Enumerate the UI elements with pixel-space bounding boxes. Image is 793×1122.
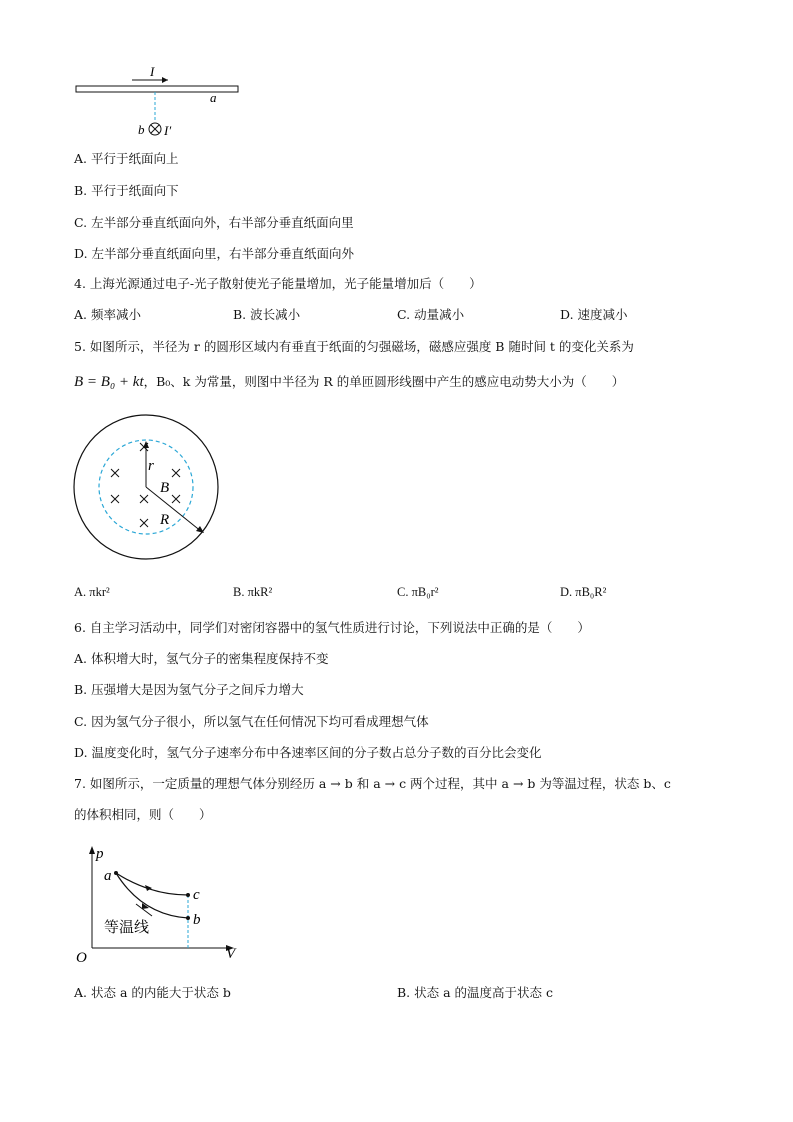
wire-figure xyxy=(70,62,250,142)
label-b: b xyxy=(138,122,145,137)
current-label-i: I xyxy=(150,64,155,79)
q5-stem-line2 xyxy=(74,374,624,390)
q7-stem-line2: 的体积相同，则（ ） xyxy=(74,807,212,822)
q5-formula: B = B₀ + kt xyxy=(74,374,144,390)
q5-stem-line1: 5. 如图所示，半径为 r 的圆形区域内有垂直于纸面的匀强磁场，磁感应强度 B 随时间 t 的变化关系为 xyxy=(74,339,634,354)
axis-label-v: V xyxy=(226,946,236,962)
q6-option-d: D. 温度变化时，氢气分子速率分布中各速率区间的分子数占总分子数的百分比会变化 xyxy=(74,745,542,760)
label-state-a: a xyxy=(104,868,112,884)
q4-stem: 4. 上海光源通过电子-光子散射使光子能量增加，光子能量增加后（ ） xyxy=(74,276,482,291)
state-b-point xyxy=(186,916,190,920)
q4-option-a: A. 频率减小 xyxy=(74,307,141,322)
q5-option-a: A. πkr² xyxy=(74,585,110,599)
pv-diagram xyxy=(70,840,250,970)
label-r: r xyxy=(148,458,154,474)
isotherm-label: 等温线 xyxy=(104,918,150,936)
q3-option-c: C. 左半部分垂直纸面向外，右半部分垂直纸面向里 xyxy=(74,215,354,230)
label-state-c: c xyxy=(193,887,200,903)
label-a: a xyxy=(210,90,217,105)
q3-option-d: D. 左半部分垂直纸面向里，右半部分垂直纸面向外 xyxy=(74,246,355,261)
q6-option-b: B. 压强增大是因为氢气分子之间斥力增大 xyxy=(74,682,304,697)
q3-option-a: A. 平行于纸面向上 xyxy=(74,151,179,166)
q4-option-d: D. 速度减小 xyxy=(560,307,628,322)
q5-option-d: D. πB₀R² xyxy=(560,585,607,599)
label-R: R xyxy=(160,512,170,528)
q5-option-c: C. πB₀r² xyxy=(397,585,439,599)
label-state-b: b xyxy=(193,912,201,928)
process-a-to-c xyxy=(116,873,188,895)
axis-label-p: p xyxy=(96,846,104,862)
q7-option-a: A. 状态 a 的内能大于状态 b xyxy=(74,985,231,1000)
current-arrowhead xyxy=(162,77,168,83)
current-label-i-prime: I′ xyxy=(164,123,172,138)
q6-option-a: A. 体积增大时，氢气分子的密集程度保持不变 xyxy=(74,651,329,666)
q3-option-b: B. 平行于纸面向下 xyxy=(74,183,179,198)
q5-stem-line2-rest: ，B₀、k 为常量，则图中半径为 R 的单匝圆形线圈中产生的感应电动势大小为（ ） xyxy=(143,374,625,389)
q5-option-b: B. πkR² xyxy=(233,585,273,599)
q4-option-c: C. 动量减小 xyxy=(397,307,465,322)
label-B: B xyxy=(160,480,170,496)
q6-stem: 6. 自主学习活动中，同学们对密闭容器中的氢气性质进行讨论，下列说法中正确的是（ ） xyxy=(74,620,590,635)
state-c-point xyxy=(186,893,190,897)
q7-option-b: B. 状态 a 的温度高于状态 c xyxy=(397,985,554,1000)
state-a-point xyxy=(114,871,118,875)
origin-label: O xyxy=(76,950,87,966)
q6-option-c: C. 因为氢气分子很小，所以氢气在任何情况下均可看成理想气体 xyxy=(74,714,429,729)
circle-field-figure xyxy=(70,412,230,562)
q7-stem-line1: 7. 如图所示，一定质量的理想气体分别经历 a → b 和 a → c 两个过程，其中 a → b 为等温过程，状态 b、c xyxy=(74,776,671,791)
q4-option-b: B. 波长减小 xyxy=(233,307,301,322)
